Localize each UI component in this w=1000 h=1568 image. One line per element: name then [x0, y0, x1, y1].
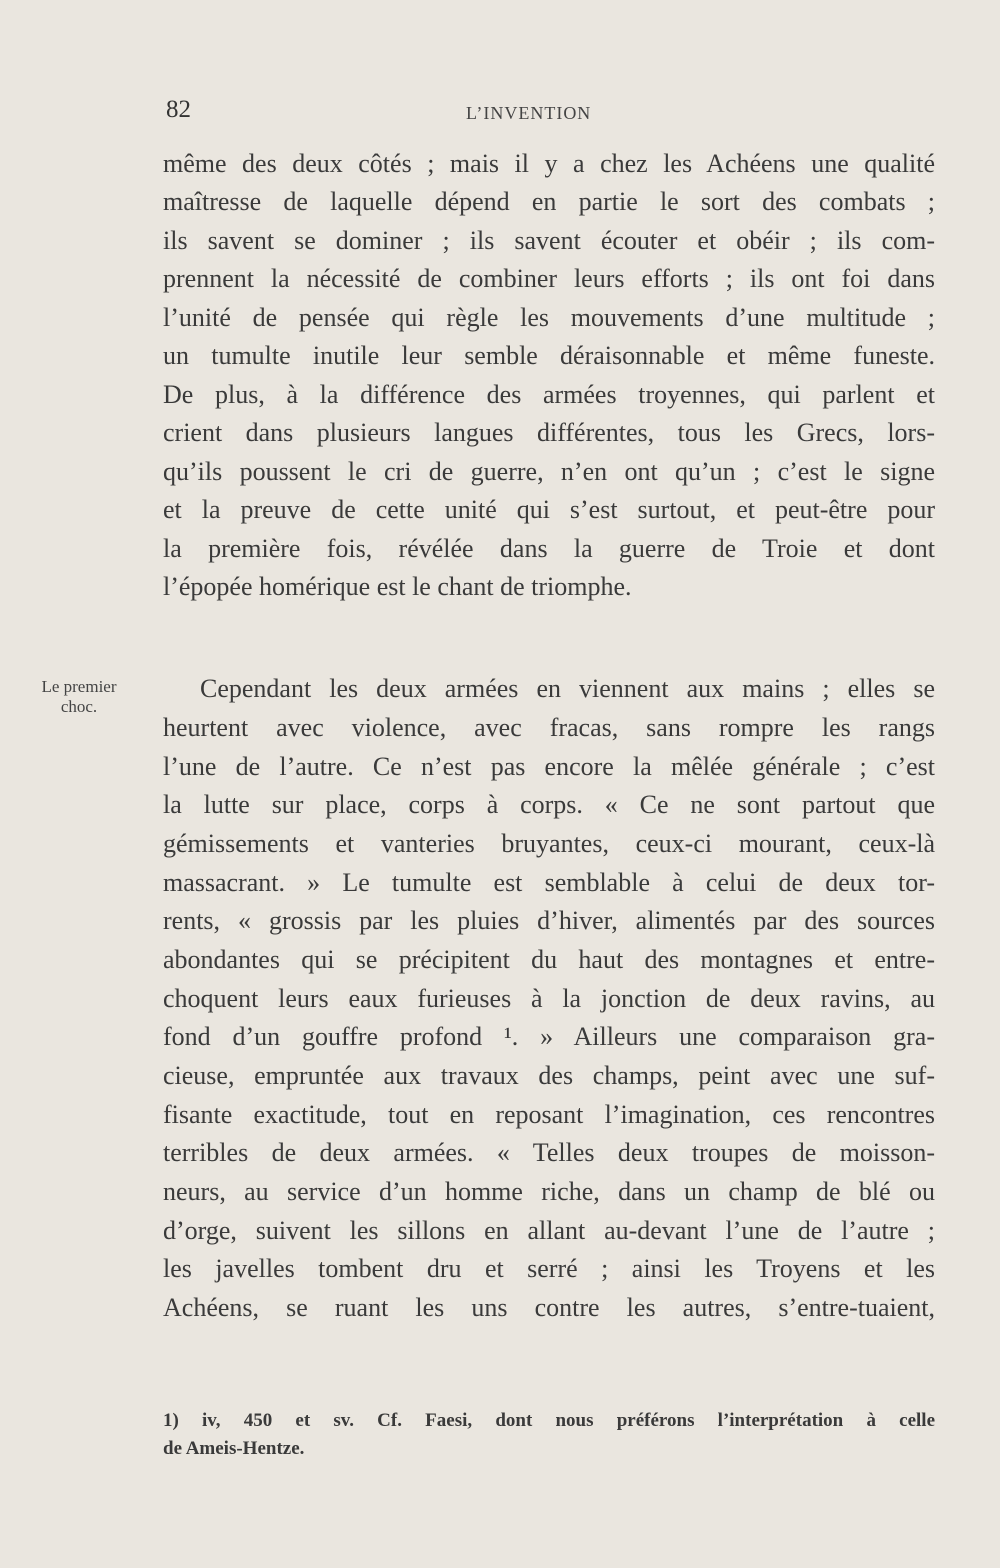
text-line: même des deux côtés ; mais il y a chez les Achéens une qualité — [163, 149, 935, 178]
text-line: De plus, à la différence des armées troyennes, qui parlent et — [163, 380, 935, 409]
text-line: terribles de deux armées. « Telles deux troupes de moisson- — [163, 1138, 935, 1167]
text-line: crient dans plusieurs langues différentes, tous les Grecs, lors- — [163, 418, 935, 447]
text-line: qu’ils poussent le cri de guerre, n’en ont qu’un ; c’est le signe — [163, 457, 935, 486]
text-line: maîtresse de laquelle dépend en partie le sort des combats ; — [163, 187, 935, 216]
text-line: heurtent avec violence, avec fracas, sans rompre les rangs — [163, 713, 935, 742]
text-line: et la preuve de cette unité qui s’est surtout, et peut-être pour — [163, 495, 935, 524]
text-line: Cependant les deux armées en viennent aux mains ; elles se — [200, 674, 935, 703]
text-line: ils savent se dominer ; ils savent écouter et obéir ; ils com- — [163, 226, 935, 255]
page-number: 82 — [166, 96, 191, 123]
footnote-line: 1) iv, 450 et sv. Cf. Faesi, dont nous préférons l’interprétation à celle — [163, 1410, 935, 1431]
text-line: gémissements et vanteries bruyantes, ceux-ci mourant, ceux-là — [163, 829, 935, 858]
text-line: abondantes qui se précipitent du haut des montagnes et entre- — [163, 945, 935, 974]
text-line: Achéens, se ruant les uns contre les autres, s’entre-tuaient, — [163, 1293, 935, 1322]
text-line: l’une de l’autre. Ce n’est pas encore la mêlée générale ; c’est — [163, 752, 935, 781]
text-line: d’orge, suivent les sillons en allant au-devant l’une de l’autre ; — [163, 1216, 935, 1245]
text-line: l’unité de pensée qui règle les mouvements d’une multitude ; — [163, 303, 935, 332]
text-line: fisante exactitude, tout en reposant l’imagination, ces rencontres — [163, 1100, 935, 1129]
text-line: cieuse, empruntée aux travaux des champs, peint avec une suf- — [163, 1061, 935, 1090]
text-line: prennent la nécessité de combiner leurs efforts ; ils ont foi dans — [163, 264, 935, 293]
text-line: choquent leurs eaux furieuses à la jonction de deux ravins, au — [163, 984, 935, 1013]
margin-note — [14, 677, 144, 717]
text-line: fond d’un gouffre profond ¹. » Ailleurs une comparaison gra- — [163, 1022, 935, 1051]
text-line: la lutte sur place, corps à corps. « Ce ne sont partout que — [163, 790, 935, 819]
footnote-line: de Ameis-Hentze. — [163, 1438, 305, 1459]
margin-note-line: choc. — [60, 697, 98, 716]
text-line: la première fois, révélée dans la guerre de Troie et dont — [163, 534, 935, 563]
text-line: un tumulte inutile leur semble déraisonnable et même funeste. — [163, 341, 935, 370]
running-head: L’INVENTION — [466, 103, 592, 123]
text-line: neurs, au service d’un homme riche, dans un champ de blé ou — [163, 1177, 935, 1206]
text-line: massacrant. » Le tumulte est semblable à celui de deux tor- — [163, 868, 935, 897]
margin-note-line: Le premier — [41, 677, 117, 696]
text-line: rents, « grossis par les pluies d’hiver, alimentés par des sources — [163, 906, 935, 935]
text-line: les javelles tombent dru et serré ; ainsi les Troyens et les — [163, 1254, 935, 1283]
text-line: l’épopée homérique est le chant de triomphe. — [163, 572, 632, 601]
